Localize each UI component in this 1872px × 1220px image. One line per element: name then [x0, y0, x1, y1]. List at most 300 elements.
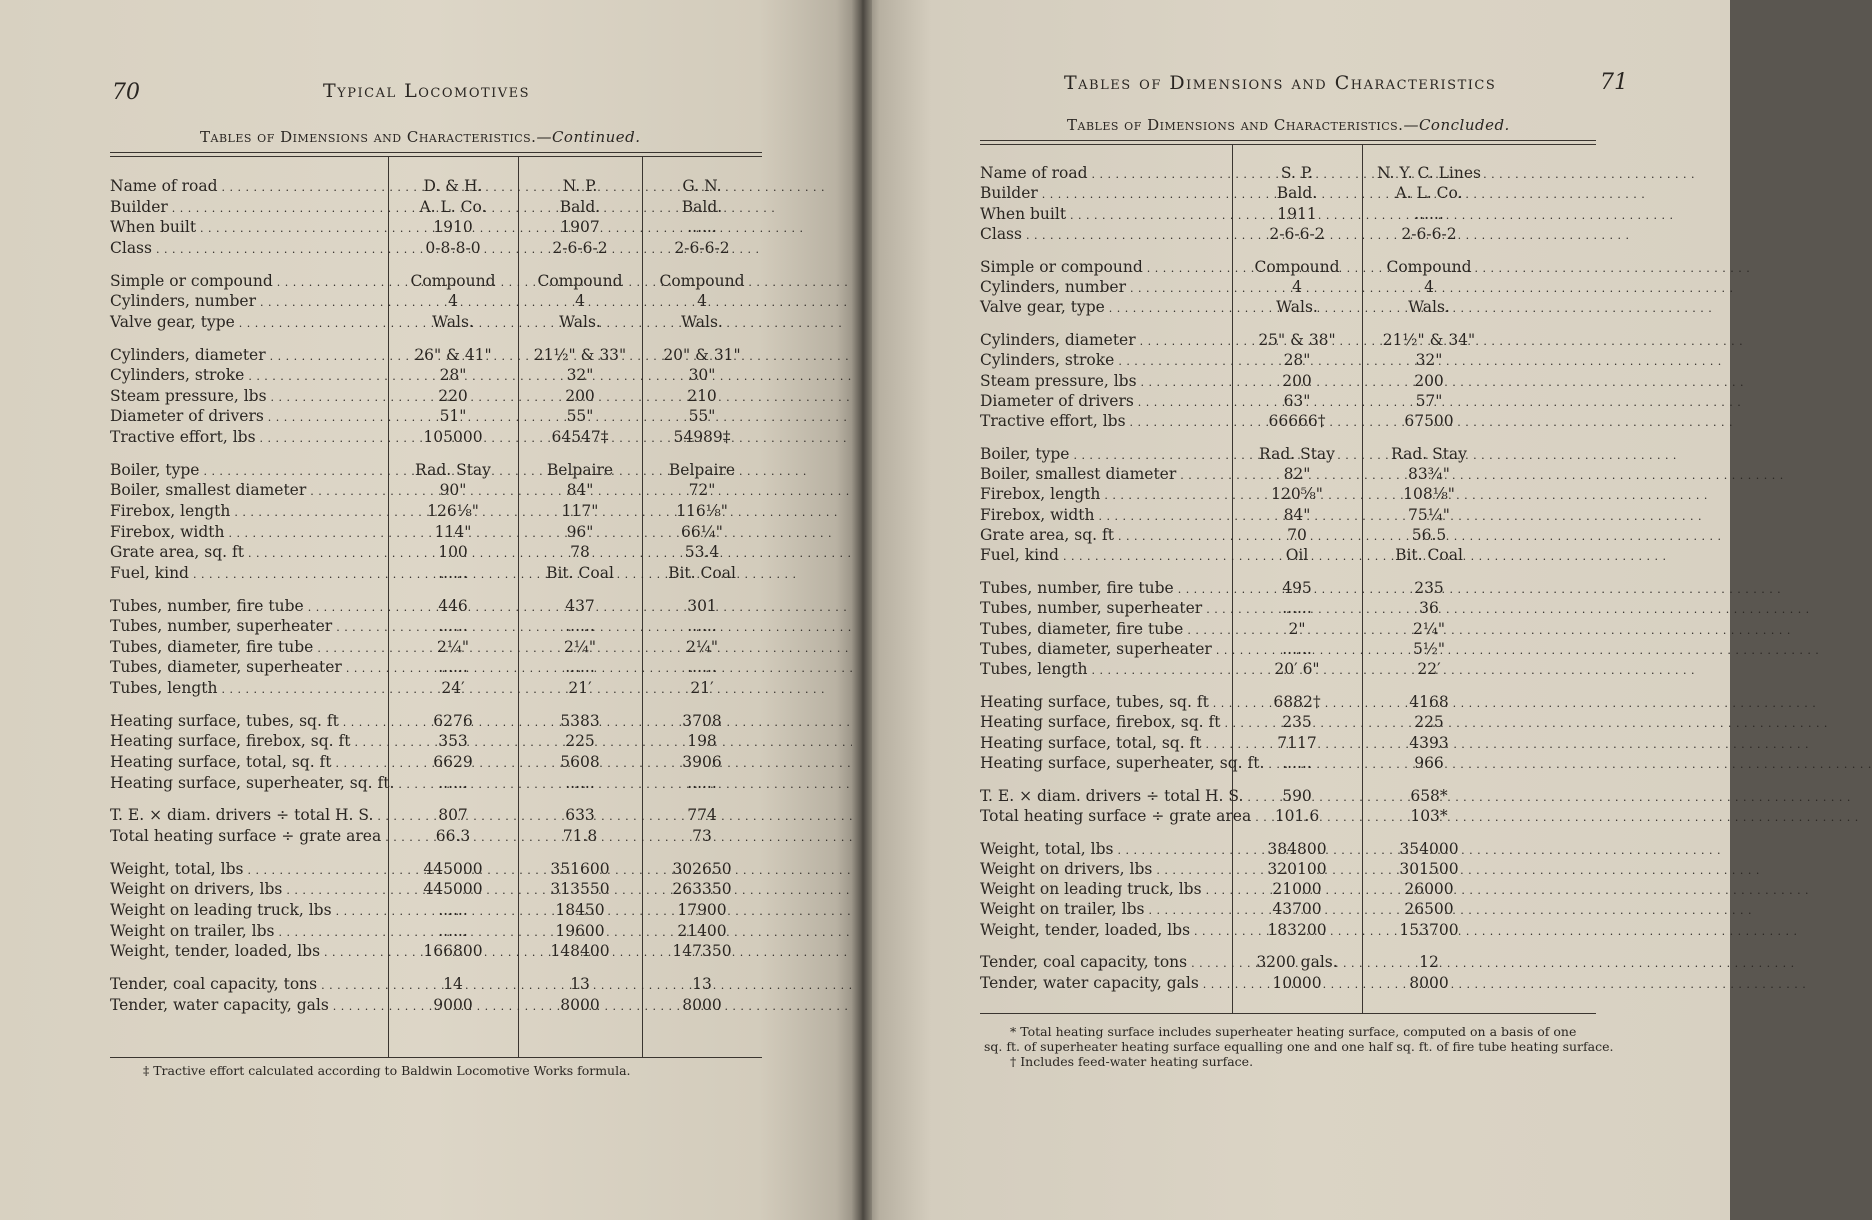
table-row — [980, 391, 1596, 412]
table-cell: 8000 — [682, 995, 722, 1014]
table-cell: 263350 — [672, 880, 732, 899]
table-cell: 116⅛" — [676, 502, 728, 520]
row-label: Name of road . . . — [980, 163, 1230, 185]
table-cell: 807 — [438, 806, 468, 825]
row-label: Weight on trailer, lbs . . . — [980, 899, 1230, 921]
row-label: Tender, coal capacity, tons . . . — [110, 974, 385, 996]
table-cell: 114" — [434, 522, 472, 541]
table-title-text: Tables of Dimensions and Characteristics. — [1067, 116, 1404, 134]
table-cell: 6276 — [433, 711, 473, 730]
running-head: Typical Locomotives — [323, 80, 531, 102]
table-cell: 21′ — [568, 679, 592, 697]
table-cell: 302650 — [672, 859, 732, 878]
row-label: Fuel, kind . . . — [980, 545, 1230, 567]
row-label: Fuel, kind . . . — [110, 563, 385, 585]
table-cell: 101.6 — [1274, 806, 1320, 825]
table-cell: ...... — [1282, 599, 1312, 618]
table-cell: 54989‡ — [673, 428, 731, 446]
table-row — [980, 899, 1596, 920]
table-row — [110, 637, 762, 658]
table-row — [110, 921, 762, 942]
table-cell: 51" — [439, 407, 467, 426]
row-label: T. E. × diam. drivers ÷ total H. S. . . . — [980, 786, 1230, 808]
table-cell: 210 — [687, 386, 717, 405]
table-cell: 966 — [1414, 753, 1444, 772]
table-cell: 2-6-6-2 — [1401, 224, 1457, 243]
table-bottom-rule — [980, 1013, 1596, 1014]
table-cell: 153700 — [1399, 920, 1459, 939]
row-label: Cylinders, diameter . . . — [980, 330, 1230, 352]
row-label: Class . . . — [110, 238, 385, 260]
table-cell: ...... — [565, 658, 595, 677]
table-cell: 66¼" — [681, 522, 723, 541]
table-cell: 0-8-8-0 — [425, 238, 481, 257]
row-label: Tubes, length . . . — [110, 678, 385, 700]
running-head: Tables of Dimensions and Characteristics — [1064, 72, 1497, 94]
table-row — [980, 859, 1596, 880]
table-cell: Rad. Stay — [1391, 444, 1467, 463]
table-cell: 3200 gals. — [1256, 953, 1338, 972]
table-cell: ...... — [438, 901, 468, 919]
table-row — [980, 639, 1596, 660]
row-label: Heating surface, firebox, sq. ft . . . — [980, 712, 1230, 734]
table-row — [110, 731, 762, 752]
table-cell: 66.3 — [435, 827, 471, 845]
table-row — [980, 505, 1596, 526]
table-cell: N. P. — [562, 177, 598, 195]
table-row — [110, 542, 762, 563]
table-cell: 53.4 — [684, 543, 720, 562]
table-row — [110, 217, 762, 238]
table-cell: 2¼" — [563, 637, 596, 656]
table-cell: 64547‡ — [551, 428, 609, 446]
table-row — [110, 773, 762, 794]
table-cell: 2¼" — [1412, 619, 1445, 638]
table-cell: 67500 — [1404, 412, 1454, 431]
table-row — [980, 806, 1596, 827]
table-row — [110, 974, 762, 995]
table-cell: 4393 — [1409, 733, 1449, 752]
row-label: Valve gear, type . . . — [110, 312, 385, 334]
table-cell: 235 — [1414, 579, 1444, 597]
row-label: Cylinders, number . . . — [980, 277, 1230, 299]
row-label: Tender, coal capacity, tons . . . — [980, 952, 1230, 974]
row-label: Tender, water capacity, gals . . . — [110, 995, 385, 1017]
row-label: Boiler, smallest diameter . . . — [110, 480, 385, 502]
table-cell: 495 — [1282, 579, 1312, 597]
table-cell: Compound — [1254, 257, 1340, 276]
table-cell: Wals. — [1276, 298, 1318, 317]
table-cell: Rad. Stay — [1259, 444, 1335, 463]
row-label: Boiler, type . . . — [980, 444, 1230, 466]
table-row — [980, 920, 1596, 941]
table-cell: ...... — [438, 563, 468, 582]
row-label: Cylinders, stroke . . . — [980, 350, 1230, 372]
table-cell: Compound — [537, 271, 623, 290]
table-cell: 445000 — [423, 859, 483, 878]
table-row — [110, 406, 762, 427]
table-cell: 55" — [566, 407, 594, 426]
table-row — [980, 545, 1596, 566]
row-label: Cylinders, number . . . — [110, 291, 385, 313]
table-cell: 5383 — [560, 711, 600, 730]
table-row — [110, 427, 762, 448]
row-label: Weight, tender, loaded, lbs . . . — [110, 941, 385, 963]
table-cell: 78 — [570, 543, 590, 562]
table-cell: ...... — [438, 921, 468, 940]
table-cell: 2" — [1288, 619, 1306, 638]
table-cell: 200 — [1282, 371, 1312, 390]
row-label: Tender, water capacity, gals . . . — [980, 973, 1230, 995]
table-row — [980, 411, 1596, 432]
table-cell: 2¼" — [685, 637, 718, 656]
row-label: Builder . . . — [980, 183, 1230, 205]
table-cell: 353 — [438, 732, 468, 751]
table-cell: 3906 — [682, 753, 722, 771]
table-row — [110, 859, 762, 880]
table-cell: 774 — [687, 806, 717, 825]
table-cell: 4 — [448, 292, 458, 311]
row-label: Firebox, width . . . — [980, 505, 1230, 527]
table-row — [110, 995, 762, 1016]
table-row — [980, 578, 1596, 599]
row-label: Weight on drivers, lbs . . . — [110, 879, 385, 901]
table-cell: 75¼" — [1408, 505, 1450, 524]
table-cell: 25" & 38" — [1258, 330, 1336, 349]
table-cell: 21½" & 34" — [1382, 330, 1476, 349]
table-cell: 32" — [1415, 351, 1443, 370]
table-row — [110, 826, 762, 847]
row-label: Heating surface, tubes, sq. ft . . . — [110, 711, 385, 733]
row-label: Tubes, diameter, fire tube . . . — [110, 637, 385, 659]
row-label: Class . . . — [980, 224, 1230, 246]
table-row — [980, 224, 1596, 245]
table-cell: 8000 — [560, 995, 600, 1014]
table-cell: 9000 — [433, 995, 473, 1014]
table-cell: Bald. — [559, 197, 601, 216]
footnotes — [984, 1024, 1613, 1069]
table-cell: ...... — [687, 773, 717, 792]
table-cell: 96" — [566, 522, 594, 541]
page-number: 71 — [1600, 70, 1628, 95]
row-label: Weight on leading truck, lbs . . . — [110, 900, 385, 922]
table-row — [110, 805, 762, 826]
table-cell: 313550 — [550, 880, 610, 899]
table-cell: 225 — [1414, 713, 1444, 732]
table-cell: 220 — [438, 386, 468, 405]
table-cell: 72" — [688, 481, 716, 500]
table-cell: 32" — [566, 366, 594, 385]
table-row — [980, 183, 1596, 204]
table-cell: 21400 — [677, 921, 727, 940]
gutter — [852, 0, 872, 1220]
table-cell: 105000 — [423, 428, 483, 446]
row-label: Tubes, number, superheater . . . — [980, 598, 1230, 620]
row-label: Diameter of drivers . . . — [110, 406, 385, 428]
table-cell: 13 — [692, 975, 712, 993]
row-label: Weight on drivers, lbs . . . — [980, 859, 1230, 881]
row-label: Grate area, sq. ft . . . — [980, 525, 1230, 547]
table-row — [110, 563, 762, 584]
table-cell: 84" — [1283, 505, 1311, 524]
table-title-suffix: —Continued. — [536, 128, 641, 146]
table-row — [980, 444, 1596, 465]
table-cell: 301500 — [1399, 859, 1459, 878]
table-cell: 4168 — [1409, 692, 1449, 711]
table-cell: A. L. Co. — [419, 197, 487, 216]
row-label: Boiler, type . . . — [110, 460, 385, 482]
row-label: Steam pressure, lbs . . . — [110, 386, 385, 408]
left-page — [0, 0, 862, 1220]
table-cell: 56.5 — [1411, 526, 1447, 544]
table-cell: 26000 — [1404, 880, 1454, 899]
table-cell: 2-6-6-2 — [674, 238, 730, 257]
row-label: Simple or compound . . . — [110, 271, 385, 293]
table-cell: 183200 — [1267, 920, 1327, 939]
table-cell: ...... — [687, 218, 717, 237]
footnote-line: * Total heating surface includes superheater heating surface, computed on a basis of one — [1010, 1024, 1577, 1039]
table-cell: 200 — [1414, 371, 1444, 390]
table-cell: Compound — [410, 271, 496, 290]
table-cell: 100 — [438, 543, 468, 562]
table-cell: 354000 — [1399, 839, 1459, 858]
row-label: Total heating surface ÷ grate area . . . — [110, 826, 385, 848]
table-cell: Bit. Coal — [668, 563, 736, 582]
table-row — [110, 657, 762, 678]
row-label: Heating surface, total, sq. ft . . . — [980, 733, 1230, 755]
table-cell: 26500 — [1404, 900, 1454, 919]
table-row — [980, 330, 1596, 351]
row-label: Cylinders, stroke . . . — [110, 365, 385, 387]
table-cell: ...... — [1282, 639, 1312, 658]
row-label: Simple or compound . . . — [980, 257, 1230, 279]
row-label: T. E. × diam. drivers ÷ total H. S. . . . — [110, 805, 385, 827]
row-label: Total heating surface ÷ grate area . . . — [980, 806, 1230, 828]
row-label: Firebox, width . . . — [110, 522, 385, 544]
row-label: Tubes, number, superheater . . . — [110, 616, 385, 638]
footnote-line: † Includes feed-water heating surface. — [1010, 1054, 1254, 1069]
dimensions-table — [110, 152, 762, 1060]
table-cell: 1910 — [433, 218, 473, 237]
table-cell: 57" — [1415, 391, 1443, 410]
table-cell: Belpaire — [668, 460, 736, 479]
table-row — [110, 291, 762, 312]
table-row — [110, 176, 762, 197]
table-row — [110, 711, 762, 732]
row-label: Heating surface, firebox, sq. ft . . . — [110, 731, 385, 753]
row-label: Tractive effort, lbs . . . — [980, 411, 1230, 433]
table-cell: 108⅛" — [1403, 485, 1455, 504]
table-cell: 445000 — [423, 880, 483, 899]
table-cell: 320100 — [1267, 859, 1327, 878]
table-cell: 2-6-6-2 — [552, 238, 608, 257]
table-row — [980, 257, 1596, 278]
table-cell: Bit. Coal — [546, 563, 614, 582]
table-cell: 5608 — [560, 753, 600, 771]
table-row — [980, 973, 1596, 994]
table-title — [1067, 116, 1510, 134]
table-cell: ...... — [565, 773, 595, 792]
dimensions-table — [980, 140, 1596, 1018]
row-label: Boiler, smallest diameter . . . — [980, 464, 1230, 486]
table-row — [980, 659, 1596, 680]
table-title — [200, 128, 641, 146]
table-cell: 437 — [565, 596, 595, 615]
table-row — [980, 712, 1596, 733]
table-cell: Wals. — [681, 312, 723, 331]
table-cell: Bald. — [1276, 184, 1318, 203]
table-cell: ...... — [438, 773, 468, 792]
table-cell: ...... — [438, 617, 468, 636]
table-cell: 28" — [1283, 351, 1311, 370]
table-cell: 17900 — [677, 901, 727, 919]
table-cell: 10000 — [1272, 973, 1322, 992]
table-cell: 83¾" — [1408, 465, 1450, 484]
row-label: When built . . . — [980, 204, 1230, 226]
row-label: Heating surface, tubes, sq. ft . . . — [980, 692, 1230, 714]
table-row — [980, 525, 1596, 546]
table-cell: ...... — [1414, 204, 1444, 223]
row-label: When built . . . — [110, 217, 385, 239]
table-cell: 2-6-6-2 — [1269, 224, 1325, 243]
table-cell: 19600 — [555, 921, 605, 940]
table-cell: D. & H. — [423, 177, 483, 195]
table-cell: 90" — [439, 481, 467, 500]
table-cell: 12 — [1419, 953, 1439, 972]
table-cell: 8000 — [1409, 973, 1449, 992]
table-cell: 117" — [561, 502, 599, 520]
table-row — [980, 839, 1596, 860]
table-cell: Compound — [659, 271, 745, 290]
table-cell: Wals. — [432, 312, 474, 331]
table-cell: N. Y. C. Lines — [1376, 164, 1482, 182]
table-row — [980, 350, 1596, 371]
table-cell: 351600 — [550, 859, 610, 878]
table-cell: ...... — [565, 617, 595, 636]
table-cell: 7117 — [1277, 733, 1317, 752]
table-cell: 66666† — [1268, 412, 1326, 431]
table-cell: 126⅛" — [427, 502, 479, 520]
table-cell: 28" — [439, 366, 467, 385]
table-cell: 1911 — [1277, 204, 1317, 223]
table-cell: 103* — [1410, 806, 1448, 825]
row-label: Tubes, diameter, superheater . . . — [110, 657, 385, 679]
table-cell: 36 — [1419, 599, 1439, 618]
table-cell: 6882† — [1273, 692, 1321, 711]
table-cell: Oil — [1285, 546, 1309, 565]
table-cell: 1907 — [560, 218, 600, 237]
table-row — [110, 365, 762, 386]
table-row — [110, 312, 762, 333]
table-row — [980, 879, 1596, 900]
table-cell: 26" & 41" — [414, 345, 492, 364]
row-label: Cylinders, diameter . . . — [110, 345, 385, 367]
row-label: Grate area, sq. ft . . . — [110, 542, 385, 564]
table-row — [110, 480, 762, 501]
table-cell: Bald. — [681, 197, 723, 216]
table-cell: ...... — [1282, 753, 1312, 772]
table-cell: 301 — [687, 596, 717, 615]
table-row — [110, 345, 762, 366]
table-row — [110, 238, 762, 259]
table-cell: 2¼" — [436, 637, 469, 656]
table-cell: 24′ — [441, 679, 465, 697]
table-row — [110, 501, 762, 522]
footnote: ‡ Tractive effort calculated according to Baldwin Locomotive Works formula. — [143, 1063, 631, 1078]
table-cell: 235 — [1282, 713, 1312, 732]
table-cell: ...... — [687, 617, 717, 636]
table-row — [980, 464, 1596, 485]
right-page — [862, 0, 1730, 1220]
table-row — [110, 271, 762, 292]
table-cell: 446 — [438, 596, 468, 615]
table-cell: Bit. Coal — [1395, 546, 1463, 565]
row-label: Firebox, length . . . — [110, 501, 385, 523]
row-label: Tubes, length . . . — [980, 659, 1230, 681]
table-cell: 20′ 6" — [1274, 660, 1320, 679]
table-row — [980, 163, 1596, 184]
row-label: Heating surface, total, sq. ft . . . — [110, 752, 385, 774]
row-label: Firebox, length . . . — [980, 484, 1230, 506]
table-row — [110, 678, 762, 699]
table-cell: 84" — [566, 481, 594, 500]
table-cell: G. N. — [682, 177, 722, 195]
table-cell: 633 — [565, 806, 595, 825]
table-cell: 14 — [443, 975, 463, 993]
table-cell: 198 — [687, 732, 717, 751]
row-label: Steam pressure, lbs . . . — [980, 371, 1230, 393]
table-row — [980, 277, 1596, 298]
row-label: Tubes, diameter, superheater . . . — [980, 639, 1230, 661]
table-row — [980, 484, 1596, 505]
row-label: Weight, total, lbs . . . — [980, 839, 1230, 861]
table-cell: 5½" — [1412, 639, 1445, 658]
table-cell: 21000 — [1272, 880, 1322, 899]
table-cell: 166800 — [423, 942, 483, 961]
table-top-rule — [110, 152, 762, 157]
row-label: Weight, tender, loaded, lbs . . . — [980, 920, 1230, 942]
table-cell: 22′ — [1417, 660, 1441, 679]
table-cell: 55" — [688, 407, 716, 426]
row-label: Builder . . . — [110, 197, 385, 219]
table-cell: 4 — [575, 292, 585, 311]
table-cell: 21½" & 33" — [533, 345, 627, 364]
page-number: 70 — [112, 80, 140, 105]
table-cell: 30" — [688, 366, 716, 385]
table-cell: Belpaire — [546, 460, 614, 479]
table-row — [110, 197, 762, 218]
table-cell: 4 — [1424, 277, 1434, 296]
table-row — [110, 879, 762, 900]
table-cell: 13 — [570, 975, 590, 993]
row-label: Weight, total, lbs . . . — [110, 859, 385, 881]
table-row — [980, 371, 1596, 392]
table-cell: 4 — [697, 292, 707, 311]
table-row — [980, 733, 1596, 754]
row-label: Heating surface, superheater, sq. ft. . . . — [980, 753, 1230, 775]
table-cell: 70 — [1287, 526, 1307, 544]
table-row — [980, 952, 1596, 973]
table-cell: 148400 — [550, 942, 610, 961]
table-cell: 6629 — [433, 753, 473, 771]
row-label: Weight on leading truck, lbs . . . — [980, 879, 1230, 901]
table-row — [980, 753, 1596, 774]
table-cell: ...... — [438, 658, 468, 677]
table-cell: 3708 — [682, 711, 722, 730]
table-cell: 4 — [1292, 277, 1302, 296]
table-cell: 384800 — [1267, 839, 1327, 858]
row-label: Name of road . . . — [110, 176, 385, 198]
